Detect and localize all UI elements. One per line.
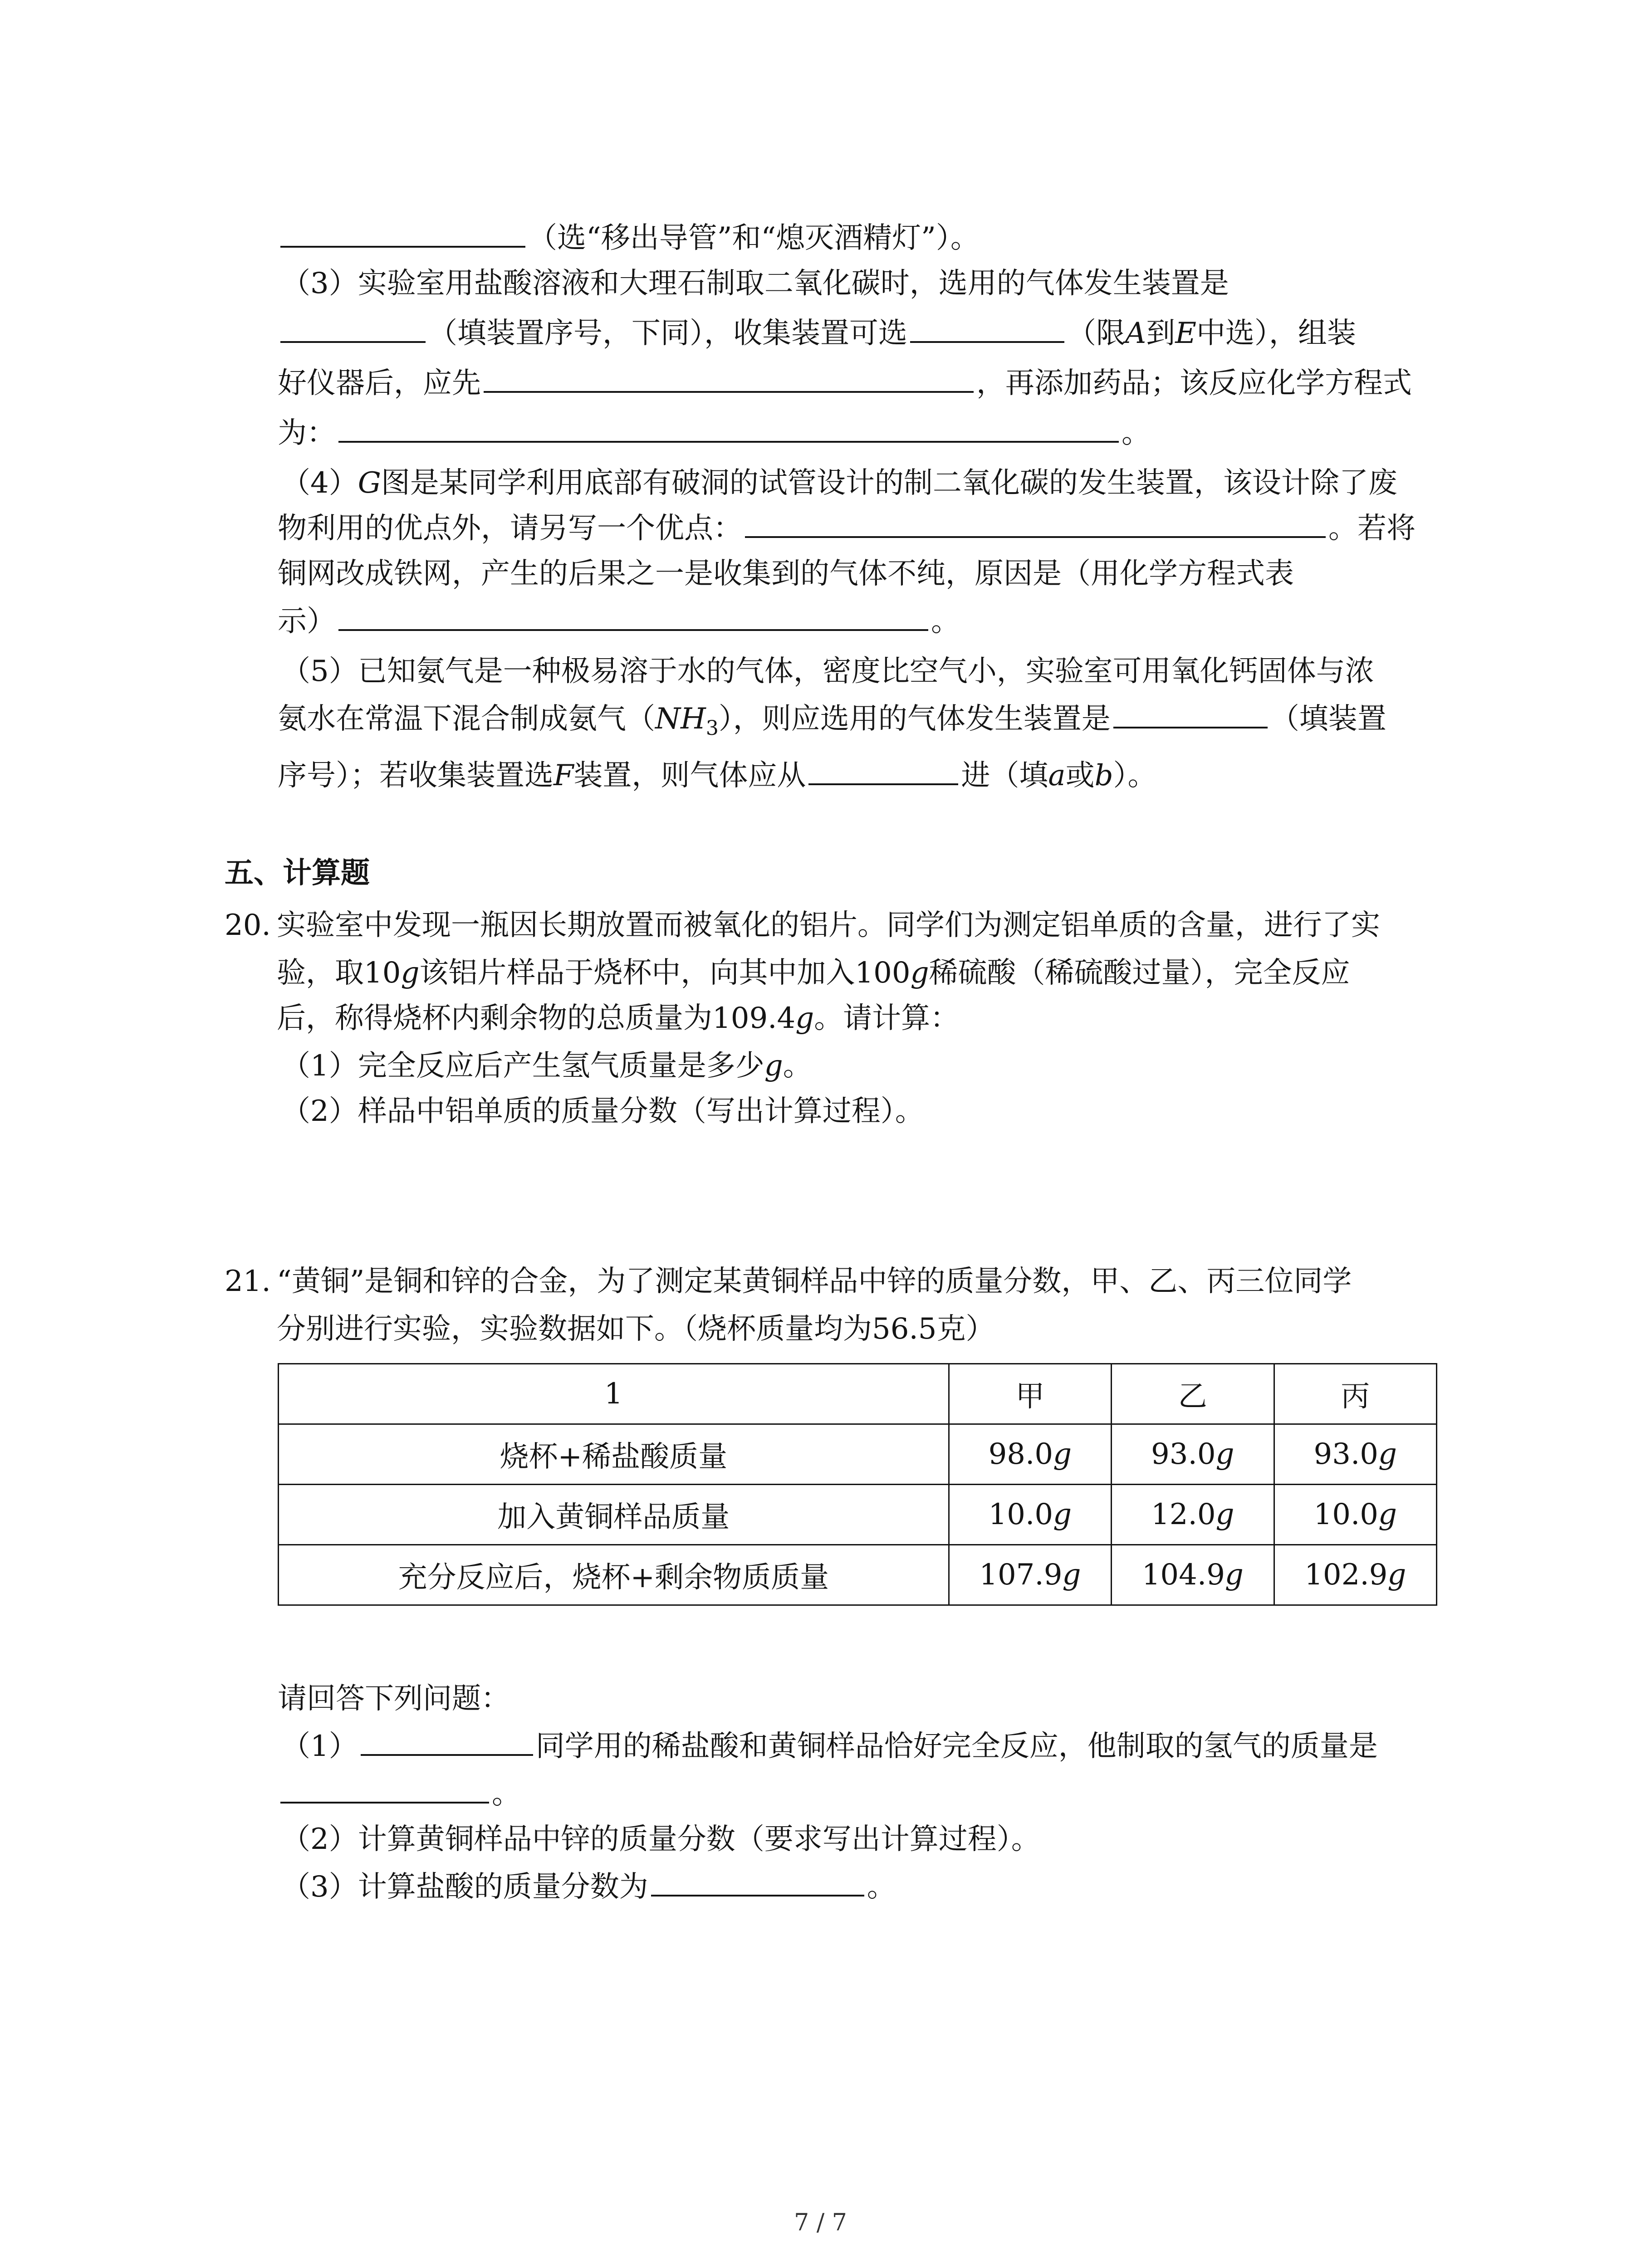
- table-header-cell: 丙: [1274, 1364, 1436, 1424]
- q20-number: 109.4: [712, 1002, 796, 1035]
- q19-4-line-4: [278, 601, 960, 642]
- answer-blank[interactable]: [484, 363, 974, 393]
- var-F: F: [554, 759, 574, 792]
- cell-value: 12.0: [1151, 1498, 1216, 1531]
- q19-4-line-2: [278, 508, 1416, 549]
- page-number: 7 / 7: [794, 2209, 847, 2236]
- q19-3-line-4: [278, 413, 1151, 454]
- table-cell: [1274, 1545, 1436, 1605]
- q19-3-line-2: [278, 313, 1356, 354]
- cell-value: 93.0: [1151, 1437, 1216, 1471]
- table-row: [279, 1485, 1437, 1545]
- q20-number: 100: [855, 956, 911, 990]
- q19-3-text: （填装置序号，下同），收集装置可选: [428, 317, 907, 350]
- table-cell: [1112, 1545, 1274, 1605]
- var-A: A: [1125, 317, 1146, 350]
- answer-blank[interactable]: [651, 1867, 864, 1897]
- q19-5-line-2: [278, 699, 1386, 749]
- q20-text: 。: [783, 1049, 812, 1083]
- unit-g: g: [1215, 1437, 1234, 1471]
- q19-4-text: 。: [931, 605, 960, 638]
- q19-3-text: 到: [1146, 317, 1176, 350]
- answer-blank[interactable]: [361, 1726, 533, 1756]
- q19-5-text: 序号）；若收集装置选: [278, 759, 554, 792]
- cell-value: 104.9: [1141, 1558, 1225, 1592]
- cell-value: 98.0: [988, 1437, 1053, 1471]
- table-cell: [949, 1485, 1111, 1545]
- q20-text: 后，称得烧杯内剩余物的总质量为: [277, 1002, 712, 1035]
- answer-blank[interactable]: [338, 601, 928, 631]
- q20-sub-1: [281, 1046, 812, 1086]
- unit-g: g: [1215, 1498, 1234, 1531]
- question-number: 21.: [225, 1265, 271, 1298]
- table-row-label: 烧杯+稀盐酸质量: [279, 1424, 949, 1485]
- q20-text: 稀硫酸（稀硫酸过量），完全反应: [929, 956, 1350, 990]
- q21-number: 56.5: [872, 1312, 937, 1346]
- q21-sub-1-line-2: [278, 1774, 521, 1814]
- q19-5-text: 氨水在常温下混合制成氨气（: [278, 702, 655, 736]
- q19-5-text: （填装置: [1270, 702, 1386, 736]
- q19-5-text: ），则应选用的气体发生装置是: [718, 702, 1111, 736]
- q19-4-text: 铜网改成铁网，产生的后果之一是收集到的气体不纯，原因是（用化学方程式表: [278, 557, 1294, 591]
- cell-value: 10.0: [1313, 1498, 1379, 1531]
- cell-value: 107.9: [979, 1558, 1063, 1592]
- table-cell: [949, 1545, 1111, 1605]
- unit-g: g: [1225, 1558, 1244, 1592]
- q19-3-text: 中选），组装: [1196, 317, 1356, 350]
- table-cell: [1112, 1424, 1274, 1485]
- q19-4-line-1: [281, 463, 1397, 503]
- q20-sub-2: [281, 1091, 924, 1132]
- q19-5-text: 进（填: [961, 759, 1048, 792]
- unit-g: g: [764, 1049, 783, 1083]
- unit-g: g: [1378, 1437, 1397, 1471]
- q19-4-text: 物利用的优点外，请另写一个优点：: [278, 512, 742, 545]
- var-G: G: [358, 466, 381, 500]
- q19-4-line-3: [278, 553, 1294, 594]
- q20-text: 。请计算：: [814, 1002, 960, 1035]
- table-cell: [1274, 1424, 1436, 1485]
- q19-3-text: （限: [1067, 317, 1125, 350]
- answer-blank[interactable]: [808, 755, 958, 785]
- unit-g: g: [1053, 1498, 1072, 1531]
- cell-value: 102.9: [1304, 1558, 1388, 1592]
- q21-line-2: [277, 1309, 995, 1349]
- answer-blank[interactable]: [910, 313, 1064, 343]
- q19-3-line-1: [281, 263, 1229, 304]
- q20-line-1: [225, 905, 1380, 946]
- table-cell: [1274, 1485, 1436, 1545]
- q20-text: 验，取: [277, 956, 364, 990]
- table-row-label: 充分反应后，烧杯+剩余物质质量: [279, 1545, 949, 1605]
- table-header-row: [279, 1364, 1437, 1424]
- q19-4-text: 。若将: [1328, 512, 1416, 545]
- q19-5-text: （5）已知氨气是一种极易溶于水的气体，密度比空气小，实验室可用氧化钙固体与浓: [281, 655, 1374, 688]
- q19-5-text: 装置，则气体应从: [573, 759, 806, 792]
- answer-blank[interactable]: [745, 508, 1326, 538]
- q21-text: （1）: [281, 1730, 358, 1763]
- table-header-cell: 甲: [949, 1364, 1111, 1424]
- unit-g: g: [795, 1002, 814, 1035]
- q19-3-text: 好仪器后，应先: [278, 367, 481, 400]
- table-header-cell: 1: [279, 1364, 949, 1424]
- q19-3-line-3: [278, 363, 1412, 404]
- q20-text: （1）完全反应后产生氢气质量是多少: [281, 1049, 764, 1083]
- q19-5-line-1: [281, 651, 1374, 692]
- q19-4-text: （4）: [281, 466, 358, 500]
- q19-text: （选“移出导管”和“熄灭酒精灯”）。: [528, 221, 980, 255]
- q19-5-text: ）。: [1113, 759, 1157, 792]
- q20-line-3: [277, 998, 959, 1039]
- q19-3-text: ，再添加药品；该反应化学方程式: [976, 367, 1412, 400]
- q21-line-1: [225, 1261, 1352, 1302]
- q20-text: 实验室中发现一瓶因长期放置而被氧化的铝片。同学们为测定铝单质的含量，进行了实: [277, 909, 1380, 942]
- q19-4-text: 示）: [278, 605, 336, 638]
- table-cell: [949, 1424, 1111, 1485]
- cell-value: 10.0: [988, 1498, 1053, 1531]
- q21-ask: 请回答下列问题：: [278, 1682, 510, 1716]
- q19-5-line-3: [278, 755, 1157, 796]
- q21-text: （3）计算盐酸的质量分数为: [281, 1870, 648, 1904]
- table-cell: [1112, 1485, 1274, 1545]
- answer-blank[interactable]: [338, 413, 1119, 443]
- var-b: b: [1094, 759, 1113, 792]
- q19-line-1: [278, 218, 980, 259]
- q21-text: 分别进行实验，实验数据如下。（烧杯质量均为: [277, 1312, 872, 1346]
- q21-text: “黄铜”是铜和锌的合金，为了测定某黄铜样品中锌的质量分数，甲、乙、丙三位同学: [277, 1265, 1352, 1298]
- table-row: [279, 1545, 1437, 1605]
- q21-sub-1-line-1: [281, 1726, 1378, 1767]
- q20-text: 该铝片样品于烧杯中，向其中加入: [419, 956, 855, 990]
- q20-line-2: [277, 953, 1350, 993]
- unit-g: g: [1053, 1437, 1072, 1471]
- q19-3-text: 。: [1122, 416, 1151, 450]
- answer-blank[interactable]: [280, 1774, 489, 1804]
- unit-g: g: [1387, 1558, 1406, 1592]
- answer-blank[interactable]: [1113, 699, 1268, 728]
- q19-3-text: （3）实验室用盐酸溶液和大理石制取二氧化碳时，选用的气体发生装置是: [281, 267, 1229, 300]
- unit-g: g: [1062, 1558, 1081, 1592]
- section-title: 五、计算题: [225, 856, 370, 890]
- question-number: 20.: [225, 909, 271, 942]
- var-E: E: [1175, 317, 1196, 350]
- table-row: [279, 1424, 1437, 1485]
- q21-text: （2）计算黄铜样品中锌的质量分数（要求写出计算过程）。: [281, 1823, 1040, 1856]
- q21-text: 克）: [936, 1312, 995, 1346]
- unit-g: g: [910, 956, 929, 990]
- unit-g: g: [1378, 1498, 1397, 1531]
- formula-subscript: 3: [705, 716, 719, 740]
- q20-text: （2）样品中铝单质的质量分数（写出计算过程）。: [281, 1095, 924, 1128]
- q21-sub-3: [281, 1867, 896, 1907]
- experiment-data-table: [278, 1363, 1437, 1606]
- q19-3-text: 为：: [278, 416, 336, 450]
- formula-nh: NH: [655, 702, 706, 736]
- table-header-cell: 乙: [1112, 1364, 1274, 1424]
- cell-value: 93.0: [1313, 1437, 1379, 1471]
- q21-text: 。: [867, 1870, 896, 1904]
- unit-g: g: [401, 956, 420, 990]
- q21-text: 。: [492, 1777, 521, 1811]
- q21-text: 同学用的稀盐酸和黄铜样品恰好完全反应，他制取的氢气的质量是: [535, 1730, 1378, 1763]
- q19-5-text: 或: [1065, 759, 1095, 792]
- q21-sub-2: [281, 1819, 1040, 1860]
- q19-4-text: 图是某同学利用底部有破洞的试管设计的制二氧化碳的发生装置，该设计除了废: [381, 466, 1397, 500]
- table-row-label: 加入黄铜样品质量: [279, 1485, 949, 1545]
- var-a: a: [1048, 759, 1066, 792]
- answer-blank[interactable]: [280, 313, 426, 343]
- q20-number: 10: [364, 956, 401, 990]
- answer-blank[interactable]: [280, 218, 525, 248]
